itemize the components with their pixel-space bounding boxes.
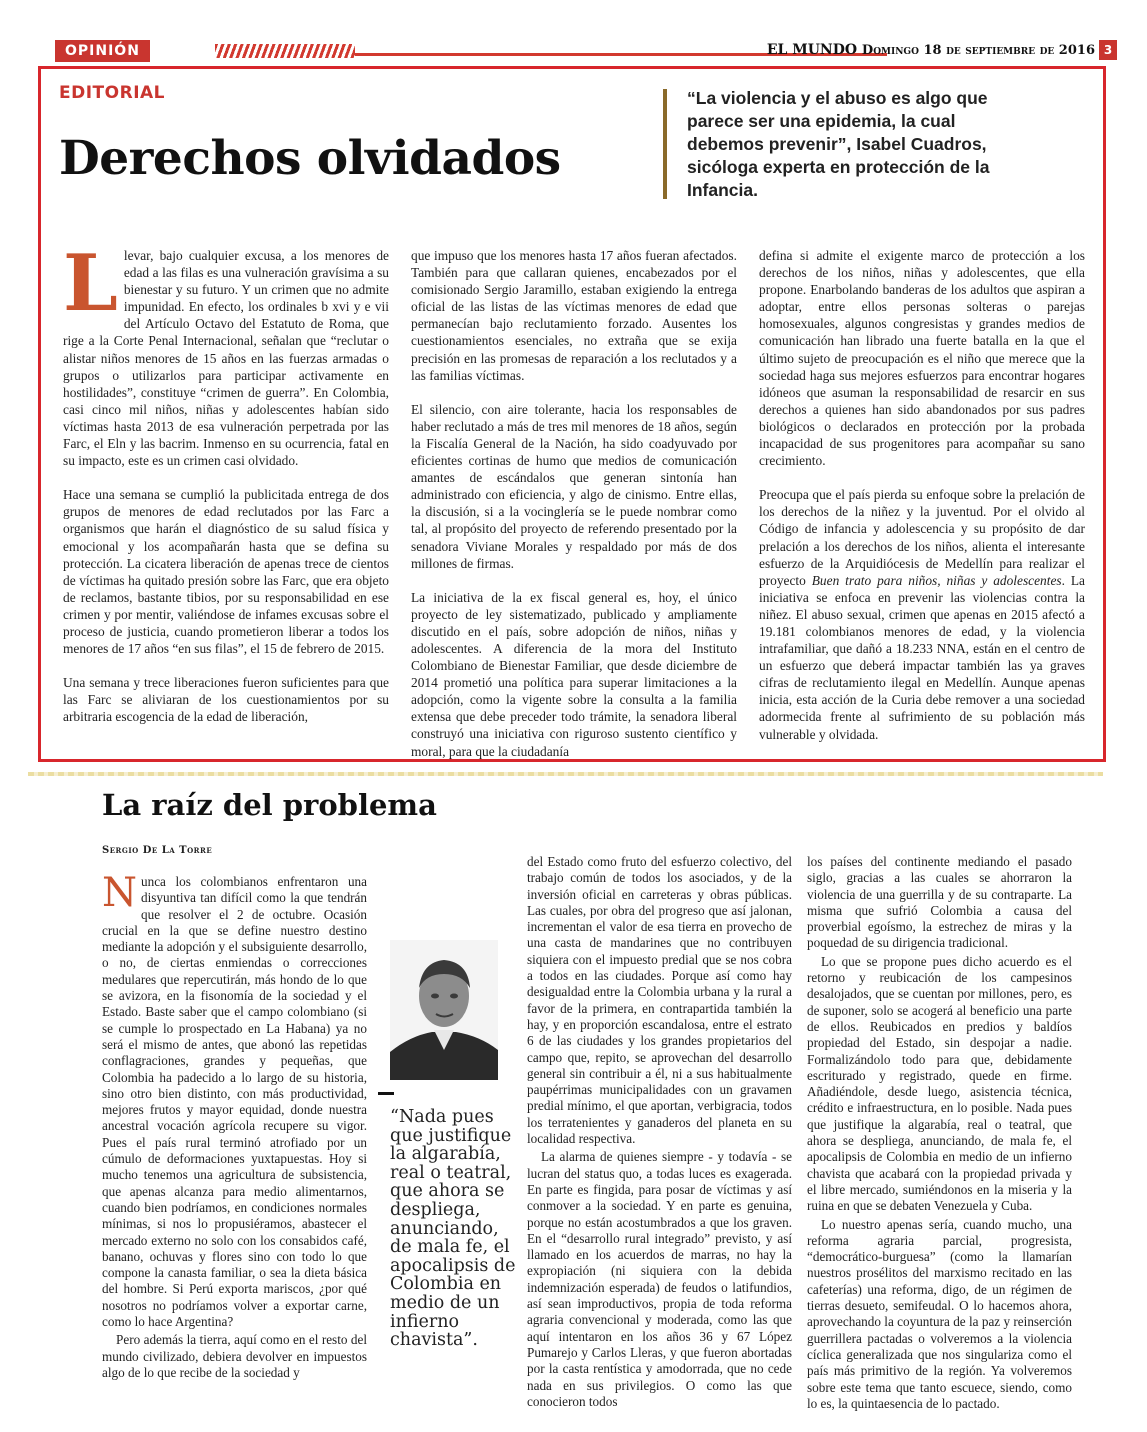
editorial-paragraph: que impuso que los menores hasta 17 años fueran afectados. También para que callaran quienes, encabezados por el comisionado Sergio Jaramillo, estaban exigiendo la entrega oficial de las listas de las víctimas menores de edad que permanecían bajo reclutamiento forzado. Ausentes los cuestionamientos esenciales, no extraña que se exija precisión en las promesas de reparación a los reclutados y a las familias víctimas. bbox=[411, 248, 737, 383]
editorial-paragraph: Hace una semana se cumplió la publicitada entrega de dos grupos de menores de edad reclutados por las Farc a organismos que harán el diagnóstico de su salud física y emocional y los acompañarán hasta que se defina su protección. La cicatera liberación de apenas trece de cientos de víctimas ha quitado presión sobre las Farc, que era objeto de reclamos, bastante tibios, por su responsabilidad en ese crimen y por mentir, valiéndose de infames excusas sobre el proceso de justicia, cuando prometieron liberar a todos los menores de 17 años “en sus filas”, el 15 de febrero de 2015. bbox=[63, 487, 389, 657]
editorial-box bbox=[38, 66, 1106, 762]
article-title: La raíz del problema bbox=[102, 788, 437, 822]
editorial-paragraph: Preocupa que el país pierda su enfoque sobre la prelación de los derechos de la niñez y la juventud. Por el olvido al Código de infancia y adolescencia y su propósito de dar prelación a los derechos de los niños, alienta el interesante esfuerzo de la Arquidiócesis de Medellín para realizar el proyecto Buen trato para niños, niñas y adolescentes. La iniciativa se enfoca en prevenir las violencias contra la niñez. El abuso sexual, crimen que apenas en 2015 afectó a 19.181 colombianos menores de edad, y la violencia intrafamiliar, que dañó a 18.233 NNA, están en el centro de un esfuerzo que deberá impactar también las ya graves cifras de reclutamiento ilegal en Medellín. Aunque apenas inicia, esta acción de la Curia debe remover a una sociedad adormecida frente al sufrimiento de su población más vulnerable y olvidada. bbox=[759, 487, 1085, 742]
page-header bbox=[55, 40, 1117, 62]
editorial-paragraph: La iniciativa de la ex fiscal general es, hoy, el único proyecto de ley sistematizado, publicado y ampliamente discutido en el país, sobre adopción de niños, niñas y adolescentes. A diferencia de la mora del Instituto Colombiano de Bienestar Familiar, que desde diciembre de 2014 prometió una política para superar limitaciones a la adopción, como la vigente sobre la consulta a la familia extensa que debe preceder todo trámite, la senadora liberal construyó una iniciativa con riguroso sustento científico y moral, para que la ciudadanía bbox=[411, 589, 737, 759]
article-column-3 bbox=[807, 854, 1072, 1414]
editorial-paragraph: El silencio, con aire tolerante, hacia los responsables de haber reclutado a más de tres mil menores de 18 años, según la Fiscalía General de la Nación, ha sido coadyuvado por eficientes cortinas de humo que medios de comunicación amantes de escándalos que generan sintonía han administrado con eficiencia, y algo de cinismo. Entre ellas, la discusión, si a la vocinglería se le puede nombrar como tal, al propósito del proyecto de referendo presentado por la senadora Viviane Morales y respaldado por más de dos millones de firmas. bbox=[411, 401, 737, 571]
pull-quote-rule bbox=[378, 1092, 394, 1095]
drop-cap: L bbox=[63, 238, 118, 329]
editorial-column-1 bbox=[63, 238, 389, 777]
article-paragraph: Lo que se propone pues dicho acuerdo es el retorno y reubicación de los campesinos desalojados, que se cuentan por millones, pero, es de suponer, solo se acogerá al beneficio una parte de ellos. Reubicados en predios y baldíos propiedad del Estado, sin despojar a nadie. Formalizándolo todo para que, debidamente escriturado y registrado, quede en firme. Añadiéndole, desde luego, asistencia técnica, crédito e infraestructura, en lo posible. Nada pues que justifique la algarabía, real o teatral, que ahora se despliega, anunciando, de mala fe, el apocalipsis de Colombia en medio de un infierno chavista que acabará con la propiedad privada y el libre mercado, sumiéndonos en la miseria y la ruina en que se debaten Venezuela y Cuba. bbox=[807, 953, 1072, 1214]
editorial-columns bbox=[63, 238, 1085, 777]
editorial-title: Derechos olvidados bbox=[59, 131, 561, 186]
paper-name: EL MUNDO bbox=[766, 42, 858, 58]
article-paragraph: Nunca los colombianos enfrentaron una disyuntiva tan difícil como la que tendrán que resolver el 2 de octubre. Ocasión crucial en la que se define nuestro destino mediante la adopción y el subsiguiente desarrollo, o no, de ciertas enmiendas o correcciones medulares que repercutirán, más hondo de lo que se avizora, en la fisonomía de la sociedad y el Estado. Baste saber que el campo colombiano (si se cumple lo prospectado en La Habana) ya no será el mismo de antes, que abonó las repetidas conflagraciones, grandes y pequeñas, que Colombia ha padecido a lo largo de su historia, sino otro bien distinto, con más productividad, mejores frutos y mayor equidad, donde nuestra ancestral vocación agrícola recupere su vigor. Pues el país rural terminó atrofiado por un cúmulo de deformaciones yuxtapuestas. Hoy si mucho tenemos una agricultura de subsistencia, que apenas alcanza para medio alimentarnos, cuando bien podríamos, en condiciones normales mínimas, si nos lo propusiéramos, abastecer el mercado externo no solo con los consabidos café, banano, ochuvas y flores sino con todo lo que compone la canasta familiar, o sea la dieta básica del hombre. Si Perú exporta mariscos, ¿por qué nosotros no podríamos volver a exportar carne, como lo hace Argentina? bbox=[102, 874, 367, 1330]
issue-date: Domingo 18 de septiembre de 2016 bbox=[861, 43, 1095, 58]
section-divider bbox=[28, 772, 1103, 776]
editorial-paragraph: Llevar, bajo cualquier excusa, a los menores de edad a las filas es una vulneración gravísima a su bienestar y su futuro. Y un crimen que no admite impunidad. En efecto, los ordinales b xvi y e vii del Artículo Octavo del Estatuto de Roma, que rige a la Corte Penal Internacional, señalan que “reclutar o alistar niños menores de 15 años en las fuerzas armadas o grupos o utilizarlos para participar activamente en hostilidades”, constituye “crimen de guerra”. En Colombia, casi cinco mil niños, niñas y adolescentes habían sido víctimas hasta 2013 de esa vulneración perpetrada por las Farc, el Eln y las bacrim. Inmenso en su ocurrencia, fatal en su impacto, este es un crimen casi olvidado. bbox=[63, 238, 389, 469]
drop-cap: N bbox=[102, 874, 137, 916]
article-column-1 bbox=[102, 874, 367, 1414]
article-column-2 bbox=[527, 854, 792, 1414]
editorial-pull-quote: “La violencia y el abuso es algo que parece ser una epidemia, la cual debemos prevenir”, Isabel Cuadros, sicóloga experta en protección de la Infancia. bbox=[687, 88, 990, 200]
article-paragraph: Lo nuestro apenas sería, cuando mucho, una reforma agraria parcial, progresista, “democrático-burguesa” (como la llamarían nuestros prosélitos del marxismo recitado en las cafeterías) una reforma, digo, de un régimen de tierras desueto, semifeudal. O lo hacemos ahora, aprovechando la coyuntura de la paz y reinserción guerrillera pactadas o volveremos a la violencia cíclica generalizada que nos singulariza como el país más primitivo de la región. Ya volveremos sobre este tema que tanto escuece, siendo, como lo es, la quintaesencia de lo pactado. bbox=[807, 1216, 1072, 1411]
editorial-paragraph: Una semana y trece liberaciones fueron suficientes para que las Farc se aliviaran de los cuestionamientos por su arbitraria escogencia de la edad de liberación, bbox=[63, 675, 389, 725]
editorial-kicker: EDITORIAL bbox=[59, 83, 166, 103]
article-paragraph: los países del continente mediando el pasado siglo, gracias a las cuales se ahorraron la violencia de una guerrilla y de su contraparte. La misma que sufrió Colombia a causa del proverbial egoísmo, la estrechez de miras y la poquedad de su dirigencia tradicional. bbox=[807, 854, 1072, 951]
editorial-column-3 bbox=[759, 247, 1085, 777]
quote-bar bbox=[663, 89, 667, 199]
project-name: Buen trato para niños, niñas y adolescentes bbox=[811, 572, 1062, 588]
article-paragraph: del Estado como fruto del esfuerzo colectivo, del trabajo común de todos los asociados, y de la inversión oficial en carreteras y obras públicas. Las cuales, por obra del progreso que así jalonan, incrementan el valor de esa tierra en provecho de una casta de mandarines que no contribuyen siquiera con el impuesto predial que se nos cobra a todos en las ciudades. Porque así como hay desigualdad entre la Colombia urbana y la rural a favor de la primera, en contrapartida también la hay, y en proporción escandalosa, entre el estrato 6 de las ciudades y los grandes propietarios del campo que, repito, se aprovechan del desarrollo general sin contribuir a él, ni a sus habitualmente paupérrimas municipalidades con un gravamen predial mínimo, el que aportan, verbigracia, todos los terratenientes y ganaderos del planeta en su localidad respectiva. bbox=[527, 854, 792, 1147]
article-paragraph: Pero además la tierra, aquí como en el resto del mundo civilizado, debiera devolver en impuestos algo de lo que recibe de la sociedad y bbox=[102, 1332, 367, 1380]
editorial-paragraph: defina si admite el exigente marco de protección a los derechos de los niños, niñas y adolescentes, que ella propone. Enarbolando banderas de los adultos que aspiran a adoptar, entre ellos personas solteras o parejas homosexuales, algunos congresistas y grandes medios de comunicación han librado una fuerte batalla en la que el último sujeto de preocupación es el niño que merece que la sociedad haga sus mejores esfuerzos para encontrar hogares idóneos que asuman la responsabilidad de resarcir en sus derechos a quienes han sido abandonados por sus padres biológicos o declarados en protección por la probada incapacidad de sus progenitores para acompañar su sano crecimiento. bbox=[759, 248, 1085, 469]
pull-quote-text: “Nada pues que justifique la algarabía, real o teatral, que ahora se despliega, anunciando, de mala fe, el apocalipsis de Colombia en medio de un infierno chavista”. bbox=[390, 1107, 516, 1351]
author-photo bbox=[390, 940, 498, 1080]
masthead bbox=[767, 42, 1095, 58]
page-number: 3 bbox=[1099, 40, 1117, 60]
editorial-column-2 bbox=[411, 247, 737, 777]
author-byline: Sergio De La Torre bbox=[102, 845, 213, 856]
section-tab: OPINIÓN bbox=[55, 40, 150, 62]
article-paragraph: La alarma de quienes siempre - y todavía - se lucran del status quo, a todas luces es exagerada. En parte es fingida, para posar de víctimas y así conmover a la sociedad. Y en parte es genuina, porque no están acostumbrados a que los graven. En el “desarrollo rural integrado” previsto, y así llamado en los acuerdos de marras, no hay la expropiación (ni siquiera con la debida indemnización esperada) de feudos o latifundios, así sean improductivos, propia de toda reforma agraria convencional y moderada, como las que aquí intentaron en los años 36 y 67 López Pumarejo y Carlos Lleras, y que fueron abortadas por la casta rentística y amodorrada, que no cede nada en sus privilegios. O como las que conocieron todos bbox=[527, 1149, 792, 1409]
header-stripes bbox=[215, 44, 355, 58]
